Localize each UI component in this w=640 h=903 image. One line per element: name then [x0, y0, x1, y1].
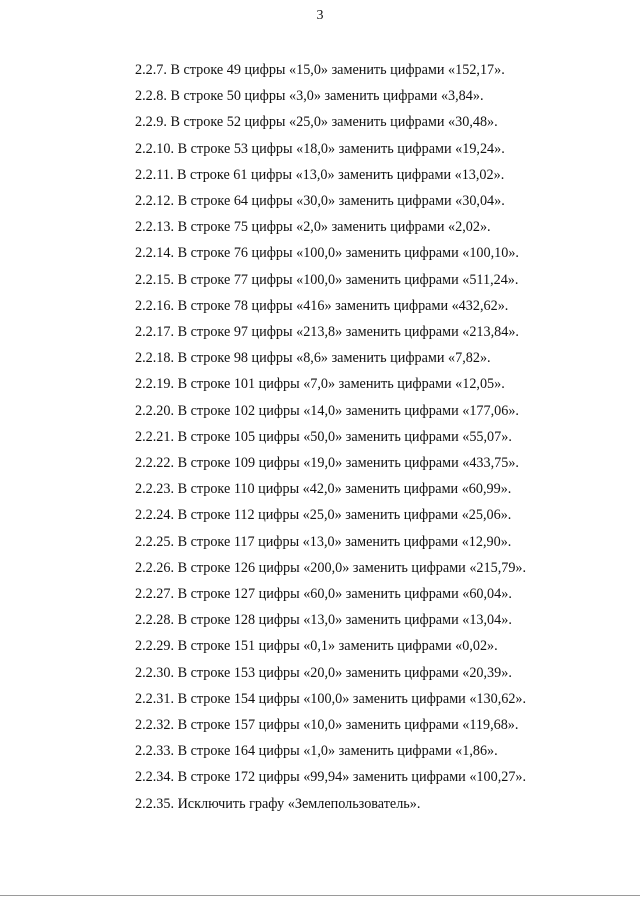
amendment-item: 2.2.21. В строке 105 цифры «50,0» заменить цифрами «55,07». [135, 428, 512, 445]
amendment-item: 2.2.35. Исключить графу «Землепользователь». [135, 795, 421, 812]
amendment-list [135, 57, 620, 817]
page-number: 3 [316, 8, 324, 23]
amendment-item: 2.2.30. В строке 153 цифры «20,0» заменить цифрами «20,39». [135, 664, 512, 681]
amendment-item: 2.2.28. В строке 128 цифры «13,0» заменить цифрами «13,04». [135, 612, 512, 629]
amendment-item: 2.2.34. В строке 172 цифры «99,94» заменить цифрами «100,27». [135, 769, 527, 786]
amendment-item: 2.2.23. В строке 110 цифры «42,0» заменить цифрами «60,99». [135, 481, 512, 498]
amendment-item: 2.2.18. В строке 98 цифры «8,6» заменить цифрами «7,82». [135, 350, 491, 367]
amendment-item: 2.2.20. В строке 102 цифры «14,0» заменить цифрами «177,06». [135, 402, 519, 419]
amendment-item: 2.2.32. В строке 157 цифры «10,0» заменить цифрами «119,68». [135, 717, 519, 734]
amendment-item: 2.2.12. В строке 64 цифры «30,0» заменить цифрами «30,04». [135, 193, 505, 210]
amendment-item: 2.2.11. В строке 61 цифры «13,0» заменить цифрами «13,02». [135, 166, 505, 183]
amendment-item: 2.2.25. В строке 117 цифры «13,0» заменить цифрами «12,90». [135, 533, 512, 550]
amendment-item: 2.2.10. В строке 53 цифры «18,0» заменить цифрами «19,24». [135, 140, 505, 157]
amendment-item: 2.2.8. В строке 50 цифры «3,0» заменить цифрами «3,84». [135, 88, 484, 105]
amendment-item: 2.2.16. В строке 78 цифры «416» заменить цифрами «432,62». [135, 297, 509, 314]
amendment-item: 2.2.29. В строке 151 цифры «0,1» заменить цифрами «0,02». [135, 638, 498, 655]
amendment-item: 2.2.15. В строке 77 цифры «100,0» заменить цифрами «511,24». [135, 271, 519, 288]
amendment-item: 2.2.17. В строке 97 цифры «213,8» заменить цифрами «213,84». [135, 324, 519, 341]
amendment-item: 2.2.26. В строке 126 цифры «200,0» заменить цифрами «215,79». [135, 559, 527, 576]
amendment-item: 2.2.31. В строке 154 цифры «100,0» заменить цифрами «130,62». [135, 690, 527, 707]
amendment-item: 2.2.19. В строке 101 цифры «7,0» заменить цифрами «12,05». [135, 376, 505, 393]
amendment-item: 2.2.24. В строке 112 цифры «25,0» заменить цифрами «25,06». [135, 507, 512, 524]
amendment-item: 2.2.7. В строке 49 цифры «15,0» заменить цифрами «152,17». [135, 62, 505, 78]
amendment-item: 2.2.22. В строке 109 цифры «19,0» заменить цифрами «433,75». [135, 455, 519, 472]
amendment-item: 2.2.9. В строке 52 цифры «25,0» заменить цифрами «30,48». [135, 114, 498, 131]
amendment-item: 2.2.14. В строке 76 цифры «100,0» заменить цифрами «100,10». [135, 245, 519, 262]
amendment-item: 2.2.33. В строке 164 цифры «1,0» заменить цифрами «1,86». [135, 743, 498, 760]
amendment-item: 2.2.13. В строке 75 цифры «2,0» заменить цифрами «2,02». [135, 219, 491, 236]
amendment-item: 2.2.27. В строке 127 цифры «60,0» заменить цифрами «60,04». [135, 586, 512, 603]
page-bottom-divider [0, 895, 640, 896]
